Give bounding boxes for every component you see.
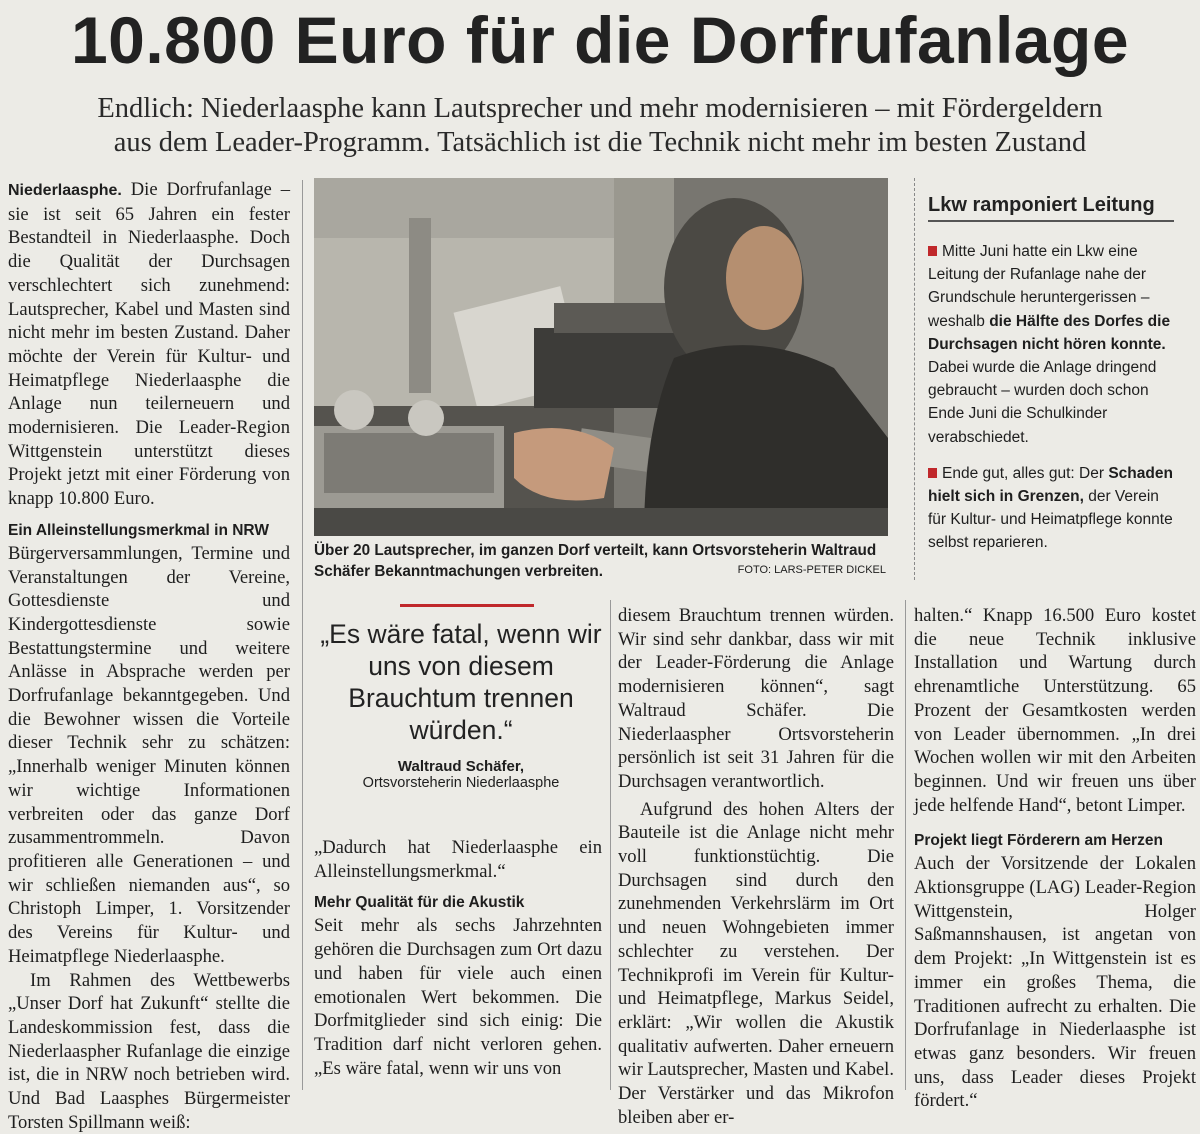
quote-accent-rule [400, 604, 534, 607]
infobox-body [928, 240, 1180, 568]
photo-caption [314, 540, 888, 582]
col1-paragraph-3: Im Rahmen des Wettbewerbs „Unser Dorf hat Zukunft“ stellte die Landeskommission fest, dass die Niederlaaspher Rufanlage die einzige ist, die in NRW noch betrieben wird. Und Bad Laasphes Bürgermeister Torsten Spillmann weiß: [8, 969, 290, 1134]
col4-paragraph-2: Auch der Vorsitzende der Lokalen Aktionsgruppe (LAG) Leader-Region Wittgenstein, Holger Saßmannshausen, ist angetan von dem Projekt: „In Wittgenstein ist es immer ein großes Thema, die Traditionen aufrecht zu erhalten. Die Dorfrufanlage in Niederlaasphe ist etwas ganz besonders. Wir freuen uns, dass Leader dieses Projekt fördert.“ [914, 852, 1196, 1113]
column-divider [302, 180, 303, 1090]
col1-paragraph-1 [8, 178, 290, 511]
col2-paragraph-2: Seit mehr als sechs Jahrzehnten gehören die Durchsagen zum Ort dazu und haben für viele auch einen emotionalen Wert bekommen. Die Dorfmitglieder sind sich einig: Die Tradition darf nicht verloren gehen. „Es wäre fatal, wenn wir uns von [314, 914, 602, 1080]
photo-illustration [314, 178, 888, 536]
article-column-3 [618, 604, 894, 1129]
headline: 10.800 Euro für die Dorfrufanlage [0, 2, 1200, 78]
article-column-2 [314, 836, 602, 1080]
bullet-square-icon [928, 246, 937, 256]
col3-paragraph-1: diesem Brauchtum trennen würden. Wir sind sehr dankbar, dass wir mit der Leader-Förderung die Anlage modernisieren können“, sagt Waltraud Schäfer. Die Niederlaaspher Ortsvorsteherin persönlich ist seit 31 Jahren für die Durchsagen verantwortlich. [618, 604, 894, 794]
article-column-1 [8, 178, 290, 1134]
col1-subheading: Ein Alleinstellungsmerkmal in NRW [8, 521, 290, 541]
col3-paragraph-2: Aufgrund des hohen Alters der Bauteile ist die Anlage nicht mehr voll funktionstüchtig. Die Durchsagen sind durch den zunehmenden Verkehrslärm im Ort und neuen Wohngebieten immer schlechter zu verstehen. Der Technikprofi im Verein für Kultur- und Heimatpflege, Markus Seidel, erklärt: „Wir wollen die Akustik qualitativ aufwerten. Daher erneuern wir Lautsprecher, Masten und Kabel. Der Verstärker und das Mikrofon bleiben aber er- [618, 798, 894, 1130]
quote-text: „Es wäre fatal, wenn wir uns von diesem Brauchtum trennen würden.“ [318, 618, 604, 746]
col4-paragraph-1: halten.“ Knapp 16.500 Euro kostet die neue Technik inklusive Installation und Wartung durch ehrenamtliche Unterstützung. 65 Prozent der Gesamtkosten werden von Leader übernommen. „In drei Wochen wollen wir mit den Arbeiten beginnen. Und wir freuen uns über jede helfende Hand“, betont Limper. [914, 604, 1196, 817]
dateline: Niederlaasphe. [8, 182, 122, 199]
quote-author: Waltraud Schäfer, [318, 758, 604, 775]
subhead-line-2: aus dem Leader-Programm. Tatsächlich ist die Technik nicht mehr im besten Zustand [10, 126, 1190, 160]
infobox-title: Lkw ramponiert Leitung [928, 194, 1174, 222]
col2-subheading: Mehr Qualität für die Akustik [314, 893, 602, 913]
bullet-square-icon [928, 468, 937, 478]
article-column-4 [914, 604, 1196, 1113]
column-divider [905, 600, 906, 1090]
col2-paragraph-1: „Dadurch hat Niederlaasphe ein Alleinstellungsmerkmal.“ [314, 836, 602, 883]
article-photo [314, 178, 888, 536]
col1-text-1: Die Dorfrufanlage – sie ist seit 65 Jahren ein fester Bestandteil in Niederlaasphe. Doch die Qualität der Durchsagen verschlechtert sich zunehmend: Lautsprecher, Kabel und Masten sind nicht mehr im besten Zustand. Daher möchte der Verein für Kultur- und Heimatpflege Niederlaasphe die Anlage nun teilerneuern und modernisieren. Die Leader-Region Wittgenstein unterstützt dieses Projekt jetzt mit einer Förderung von knapp 10.800 Euro. [8, 179, 290, 509]
infobox-item-2: Ende gut, alles gut: Der Schaden hielt sich in Grenzen, der Verein für Kultur- und Heimatpflege konnte selbst reparieren. [928, 462, 1180, 555]
photo-credit: FOTO: LARS-PETER DICKEL [738, 560, 886, 581]
col1-paragraph-2: Bürgerversammlungen, Termine und Veranstaltungen der Vereine, Gottesdienste und Kindergottesdienste sowie Bestattungstermine und weitere Anlässe in Absprache werden per Dorfrufanlage bekanntgegeben. Und die Bewohner wissen die Vorteile dieser Technik sehr zu schätzen: „Innerhalb weniger Minuten können wir wichtige Informationen verbreiten oder das ganze Dorf zusammentrommeln. Davon profitieren alle Generationen – und wir schließen niemanden aus“, so Christoph Limper, 1. Vorsitzender des Vereins für Kultur- und Heimatpflege Niederlaasphe. [8, 542, 290, 969]
quote-role: Ortsvorsteherin Niederlaasphe [318, 775, 604, 791]
col4-subheading: Projekt liegt Förderern am Herzen [914, 831, 1196, 851]
pull-quote [318, 618, 604, 791]
subhead-line-1: Endlich: Niederlaasphe kann Lautsprecher und mehr modernisieren – mit Fördergeldern [10, 92, 1190, 126]
subheadline [10, 92, 1190, 160]
column-divider [610, 600, 611, 1090]
caption-text: Über 20 Lautsprecher, im ganzen Dorf verteilt, kann Ortsvorsteherin Waltraud Schäfer Bekanntmachungen verbreiten. [314, 542, 876, 580]
infobox-item-1: Mitte Juni hatte ein Lkw eine Leitung der Rufanlage nahe der Grundschule heruntergerissen – weshalb die Hälfte des Dorfes die Durchsagen nicht hören konnte. Dabei wurde die Anlage dringend gebraucht – wurden doch schon Ende Juni die Schulkinder verabschiedet. [928, 240, 1180, 449]
